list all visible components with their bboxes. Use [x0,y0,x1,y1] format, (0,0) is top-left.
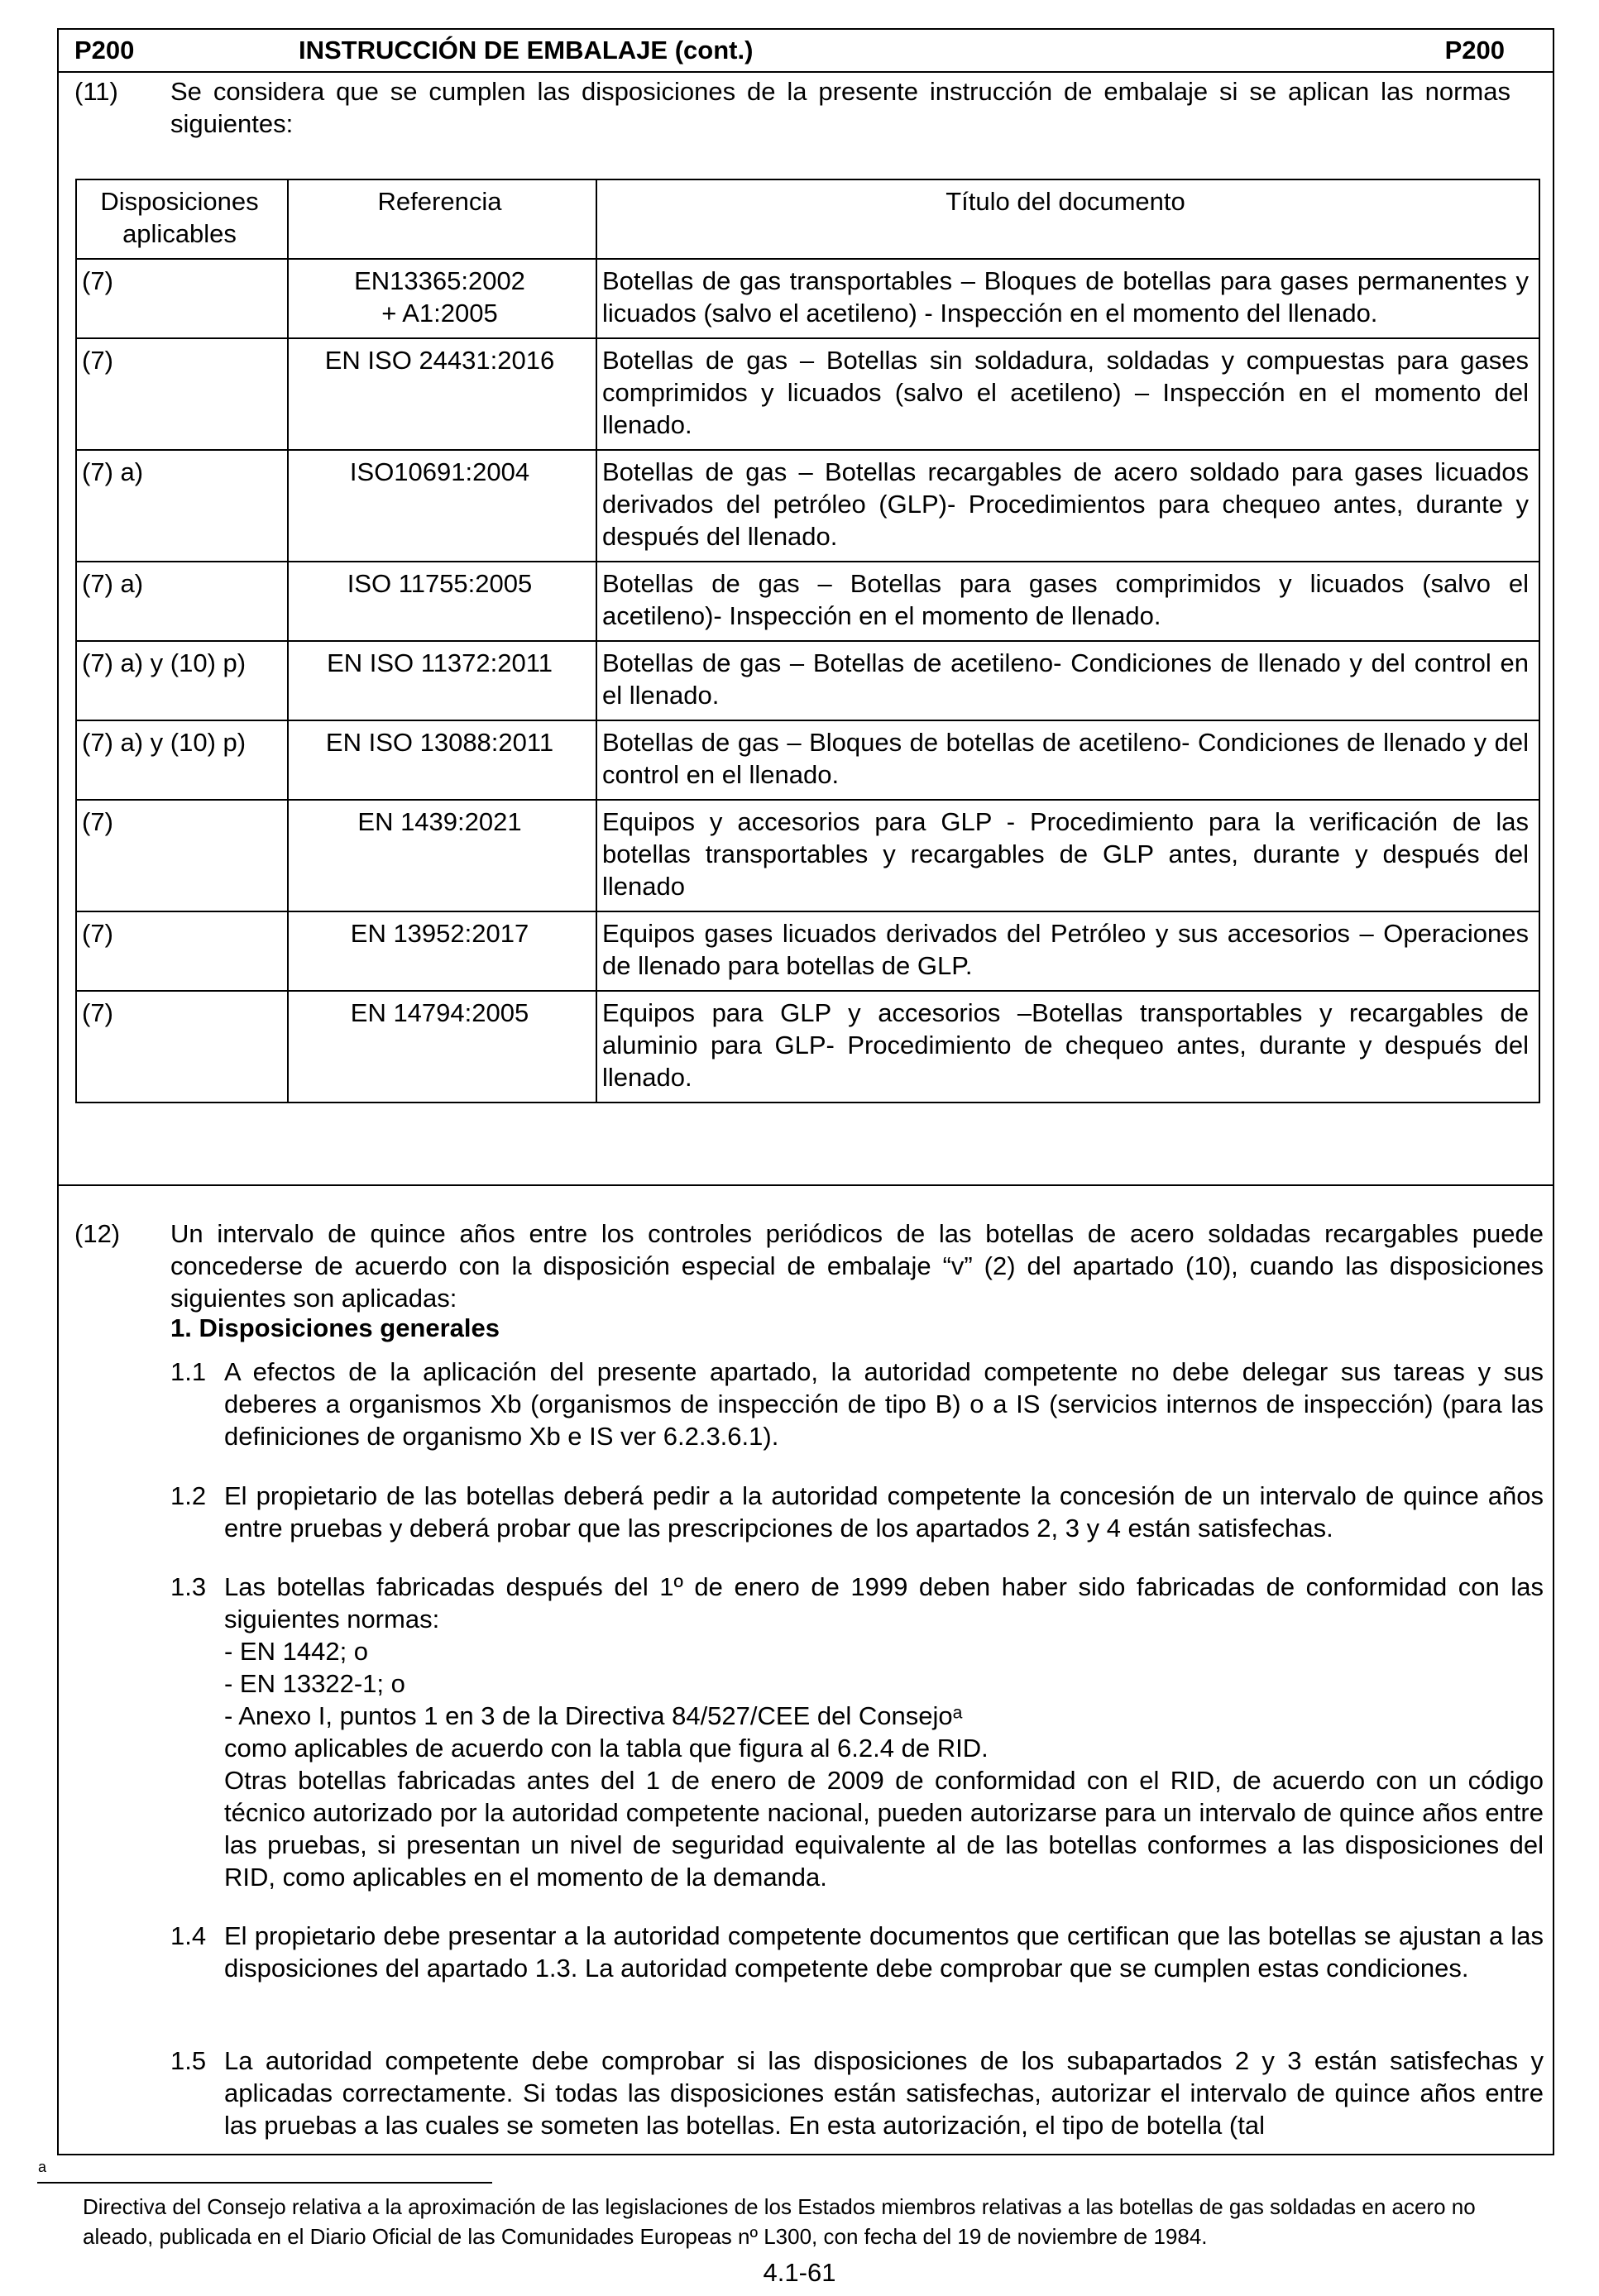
instruction-header [59,30,1553,73]
cell-document-title: Botellas de gas – Bloques de botellas de acetileno- Condiciones de llenado y del control en el llenado. [596,720,1539,800]
cell-reference: EN 1439:2021 [288,800,596,911]
footnote-separator [37,2182,492,2184]
norm-list-item: - EN 1442; o [224,1637,369,1666]
table-row [76,338,1539,450]
cell-document-title: Botellas de gas – Botellas de acetileno- Condiciones de llenado y del control en el llenado. [596,641,1539,720]
table-row [76,991,1539,1103]
cell-reference: ISO 11755:2005 [288,562,596,641]
header-title: INSTRUCCIÓN DE EMBALAJE (cont.) [299,36,754,65]
table-row [76,450,1539,562]
col-header-dispositions: Disposiciones aplicables [76,179,288,259]
item-text: Las botellas fabricadas después del 1º de enero de 1999 deben haber sido fabricadas de conformidad con las siguientes normas: [224,1572,1544,1634]
cell-dispositions: (7) [76,259,288,338]
footnote-mark: a [38,2159,47,2175]
item-text: El propietario debe presentar a la autoridad competente documentos que certifican que las botellas se ajustan a las disposiciones del apartado 1.3. La autoridad competente debe comprobar que se cumplen estas condiciones. [224,1921,1544,1983]
col-header-title: Título del documento [596,179,1539,259]
norm-list-item: como aplicables de acuerdo con la tabla que figura al 6.2.4 de RID. [224,1734,989,1763]
cell-document-title: Botellas de gas – Botellas sin soldadura, soldadas y compuestas para gases comprimidos y licuados (salvo el acetileno) – Inspección en el momento del llenado. [596,338,1539,450]
cell-dispositions: (7) a) [76,562,288,641]
col-header-reference: Referencia [288,179,596,259]
item-number: 1.4 [170,1921,207,1950]
item-number: 1.3 [170,1572,207,1601]
cell-document-title: Equipos y accesorios para GLP - Procedimiento para la verificación de las botellas transportables y recargables de GLP antes, durante y después del llenado [596,800,1539,911]
subsection-heading: 1. Disposiciones generales [170,1313,500,1342]
packing-instruction-box [57,28,1554,2155]
section-11-number: (11) [74,77,118,106]
cell-reference: EN ISO 11372:2011 [288,641,596,720]
cell-reference: EN ISO 13088:2011 [288,720,596,800]
standards-table [75,179,1540,1103]
cell-reference: EN13365:2002 + A1:2005 [288,259,596,338]
section-12-intro: Un intervalo de quince años entre los controles periódicos de las botellas de acero soldadas recargables puede concederse de acuerdo con la disposición especial de embalaje “v” (2) del apartado (10), cuando las disposiciones siguientes son aplicadas: [170,1219,1544,1313]
table-row [76,562,1539,641]
norm-list-item: - Anexo I, puntos 1 en 3 de la Directiva 84/527/CEE del Consejoᵃ [224,1701,963,1730]
cell-document-title: Botellas de gas transportables – Bloques de botellas para gases permanentes y licuados (salvo el acetileno) - Inspección en el momento del llenado. [596,259,1539,338]
table-row [76,641,1539,720]
page-number: 4.1-61 [763,2258,836,2287]
table-row [76,720,1539,800]
item-text: A efectos de la aplicación del presente apartado, la autoridad competente no debe delegar sus tareas y sus deberes a organismos Xb (organismos de inspección de tipo B) o a IS (servicios internos de inspección) (para las definiciones de organismo Xb e IS ver 6.2.3.6.1). [224,1357,1544,1451]
item-number: 1.2 [170,1481,207,1510]
cell-dispositions: (7) a) y (10) p) [76,641,288,720]
cell-dispositions: (7) [76,800,288,911]
cell-document-title: Equipos para GLP y accesorios –Botellas transportables y recargables de aluminio para GLP- Procedimiento de chequeo antes, durante y después del llenado. [596,991,1539,1103]
cell-dispositions: (7) [76,991,288,1103]
table-row [76,800,1539,911]
header-code-left: P200 [74,36,135,65]
cell-dispositions: (7) [76,338,288,450]
cell-document-title: Botellas de gas – Botellas recargables de acero soldado para gases licuados derivados del petróleo (GLP)- Procedimientos para chequeo antes, durante y después del llenado. [596,450,1539,562]
cell-document-title: Equipos gases licuados derivados del Petróleo y sus accesorios – Operaciones de llenado para botellas de GLP. [596,911,1539,991]
cell-reference: EN 14794:2005 [288,991,596,1103]
cell-dispositions: (7) [76,911,288,991]
section-12-number: (12) [74,1219,121,1248]
table-row [76,911,1539,991]
item-text: El propietario de las botellas deberá pedir a la autoridad competente la concesión de un intervalo de quince años entre pruebas y deberá probar que las prescripciones de los apartados 2, 3 y 4 están satisfechas. [224,1481,1544,1543]
table-row [76,259,1539,338]
cell-document-title: Botellas de gas – Botellas para gases comprimidos y licuados (salvo el acetileno)- Inspección en el momento de llenado. [596,562,1539,641]
cell-reference: EN ISO 24431:2016 [288,338,596,450]
item-text: La autoridad competente debe comprobar si las disposiciones de los subapartados 2 y 3 están satisfechas y aplicadas correctamente. Si todas las disposiciones están satisfechas, autorizar el intervalo de quince años entre las pruebas a las cuales se someten las botellas. En esta autorización, el tipo de botella (tal [224,2046,1544,2140]
cell-dispositions: (7) a) [76,450,288,562]
section-12 [59,1184,1553,2154]
section-11-intro: Se considera que se cumplen las disposiciones de la presente instrucción de embalaje si se aplican las normas siguientes: [170,77,1510,138]
item-text-continued: Otras botellas fabricadas antes del 1 de enero de 2009 de conformidad con el RID, de acuerdo con un código técnico autorizado por la autoridad competente nacional, pueden autorizarse para un intervalo de quince años entre las pruebas, si presentan un nivel de seguridad equivalente al de las botellas conformes a las disposiciones del RID, como aplicables en el momento de la demanda. [224,1766,1544,1892]
cell-reference: EN 13952:2017 [288,911,596,991]
footnote-text: Directiva del Consejo relativa a la aproximación de las legislaciones de los Estados miembros relativas a las botellas de gas soldadas en acero no aleado, publicada en el Diario Oficial de las Comunidades Europeas nº L300, con fecha del 19 de noviembre de 1984. [83,2194,1476,2249]
section-11 [59,73,1553,1184]
header-code-right: P200 [1444,36,1505,65]
item-number: 1.1 [170,1357,207,1386]
norm-list-item: - EN 13322-1; o [224,1669,405,1698]
table-header-row [76,179,1539,259]
cell-reference: ISO10691:2004 [288,450,596,562]
item-number: 1.5 [170,2046,207,2075]
cell-dispositions: (7) a) y (10) p) [76,720,288,800]
